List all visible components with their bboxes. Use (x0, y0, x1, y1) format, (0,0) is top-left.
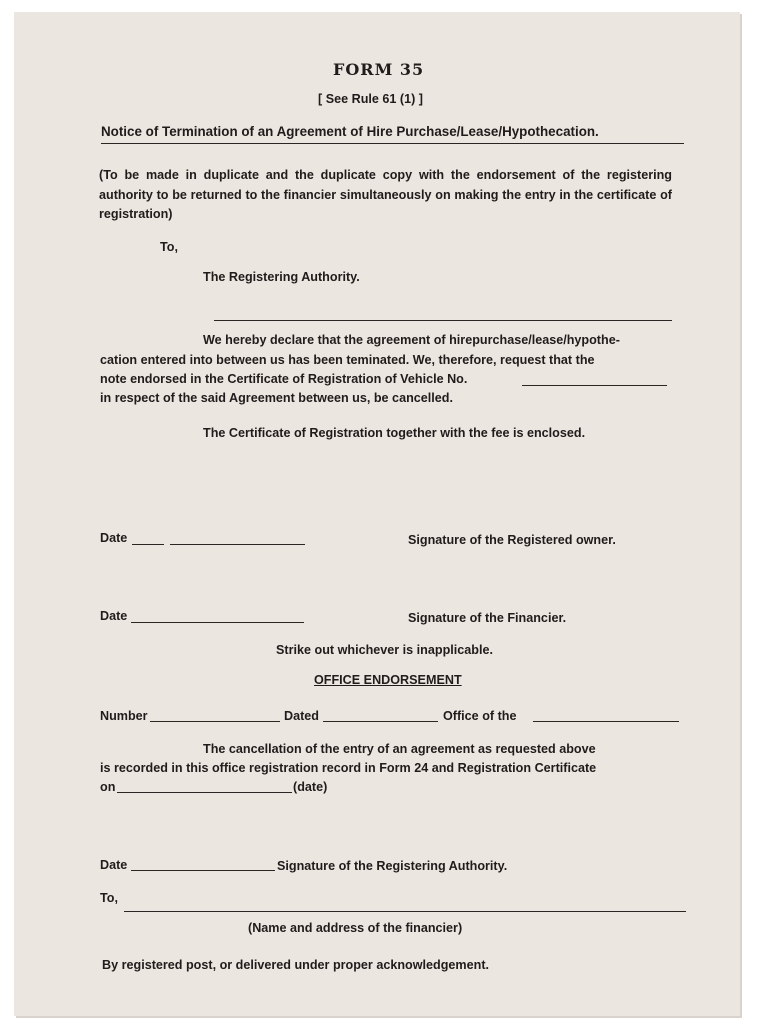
strike-out-note: Strike out whichever is inapplicable. (276, 643, 493, 657)
date-field-owner-a[interactable] (132, 544, 164, 545)
owner-signature-label: Signature of the Registered owner. (408, 533, 616, 547)
date-field-authority[interactable] (131, 870, 275, 871)
date-label-financier: Date (100, 609, 128, 623)
addressee-text: The Registering Authority. (203, 270, 360, 284)
declaration-line-4: in respect of the said Agreement between us, be cancelled. (100, 391, 453, 405)
date-field-financier[interactable] (131, 622, 304, 623)
office-of-label: Office of the (443, 709, 517, 723)
on-date-field[interactable] (117, 792, 292, 793)
declaration-line-1: We hereby declare that the agreement of hirepurchase/lease/hypothe- (203, 333, 620, 347)
form-title: FORM 35 (333, 60, 425, 79)
declaration-line-2: cation entered into between us has been teminated. We, therefore, request that the (100, 353, 595, 367)
endorsement-heading: OFFICE ENDORSEMENT (314, 673, 462, 687)
cancellation-line-1: The cancellation of the entry of an agreement as requested above (203, 742, 596, 756)
enclosure-text: The Certificate of Registration together with the fee is enclosed. (203, 426, 586, 440)
date-field-owner-b[interactable] (170, 544, 305, 545)
declaration-line-3: note endorsed in the Certificate of Registration of Vehicle No. (100, 372, 468, 386)
notice-heading: Notice of Termination of an Agreement of Hire Purchase/Lease/Hypothecation. (101, 124, 599, 139)
heading-underline (101, 143, 684, 144)
financier-signature-label: Signature of the Financier. (408, 611, 567, 625)
number-label: Number (100, 709, 148, 723)
cancellation-line-2: is recorded in this office registration record in Form 24 and Registration Certificate (100, 761, 597, 775)
vehicle-number-field[interactable] (522, 385, 667, 386)
number-field[interactable] (150, 721, 280, 722)
to-label: To, (160, 240, 178, 254)
financier-name-note: (Name and address of the financier) (248, 921, 463, 935)
dated-field[interactable] (323, 721, 438, 722)
address-line (214, 320, 672, 321)
authority-signature-label: Signature of the Registering Authority. (277, 859, 508, 873)
financier-address-field[interactable] (124, 911, 686, 912)
office-field[interactable] (533, 721, 679, 722)
on-label: on (100, 780, 116, 794)
instruction-text: (To be made in duplicate and the duplicate copy with the endorsement of the registering authority to be returned to the financier simultaneously on making the entry in the certificate of registration) (99, 168, 672, 221)
delivery-note: By registered post, or delivered under proper acknowledgement. (102, 958, 490, 972)
date-label-owner: Date (100, 531, 128, 545)
date-label-authority: Date (100, 858, 128, 872)
dated-label: Dated (284, 709, 319, 723)
to-label-financier: To, (100, 891, 118, 905)
date-suffix: (date) (293, 780, 328, 794)
rule-reference: [ See Rule 61 (1) ] (318, 92, 423, 106)
